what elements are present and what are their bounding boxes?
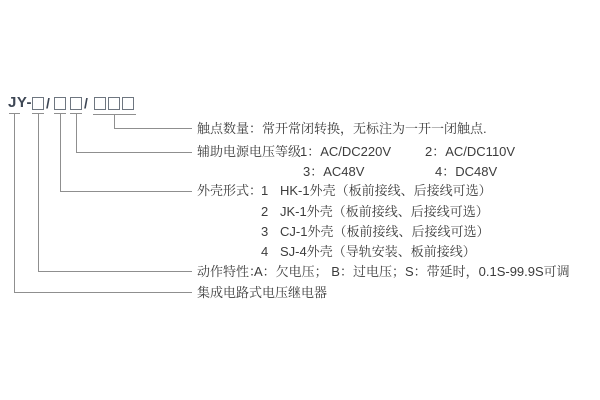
- aux-voltage-option-4: 4：DC48V: [435, 164, 498, 179]
- connector-leader-product-name: [14, 292, 192, 293]
- contacts-description: 触点数量：常开常闭转换，无标注为一开一闭触点.: [197, 121, 487, 136]
- case-option-2-code: 2: [261, 204, 269, 219]
- action-characteristic-label: 动作特性：: [197, 264, 263, 279]
- aux-voltage-option-1: 1：AC/DC220V: [300, 144, 392, 159]
- model-field2-box2: [70, 97, 82, 110]
- connector-vertical-aux-voltage: [76, 114, 77, 153]
- model-field3-box1: [94, 97, 106, 110]
- connector-vertical-action: [38, 114, 39, 272]
- model-separator-1: /: [46, 95, 50, 111]
- case-option-4-text: SJ-4外壳（导轨安装、板前接线）: [280, 244, 476, 259]
- connector-leader-action: [38, 271, 192, 272]
- connector-vertical-case-type: [60, 114, 61, 192]
- case-option-3-text: CJ-1外壳（板前接线、后接线可选）: [280, 224, 490, 239]
- aux-voltage-option-3: 3：AC48V: [303, 164, 365, 179]
- connector-leader-contacts: [114, 128, 192, 129]
- case-option-1-text: HK-1外壳（板前接线、后接线可选）: [280, 183, 492, 198]
- case-option-2-text: JK-1外壳（板前接线、后接线可选）: [280, 204, 489, 219]
- model-field2-box1: [54, 97, 66, 110]
- connector-leader-case-type: [60, 191, 192, 192]
- case-option-3-code: 3: [261, 224, 269, 239]
- model-prefix: JY-: [8, 94, 33, 111]
- connector-vertical-contacts: [114, 115, 115, 129]
- case-type-label: 外壳形式：: [197, 183, 263, 198]
- model-separator-2: /: [84, 95, 88, 111]
- case-option-1-code: 1: [261, 183, 269, 198]
- connector-leader-aux-voltage: [76, 152, 192, 153]
- action-characteristic-detail: A：欠电压； B：过电压；S：带延时，0.1S-99.9S可调: [254, 264, 570, 279]
- aux-voltage-label: 辅助电源电压等级: [197, 144, 302, 159]
- case-option-4-code: 4: [261, 244, 269, 259]
- aux-voltage-option-2: 2：AC/DC110V: [425, 144, 516, 159]
- connector-vertical-product-name: [14, 114, 15, 293]
- product-name: 集成电路式电压继电器: [197, 285, 328, 300]
- model-field1-box: [32, 97, 44, 110]
- model-field3-box2: [108, 97, 120, 110]
- model-field3-box3: [122, 97, 134, 110]
